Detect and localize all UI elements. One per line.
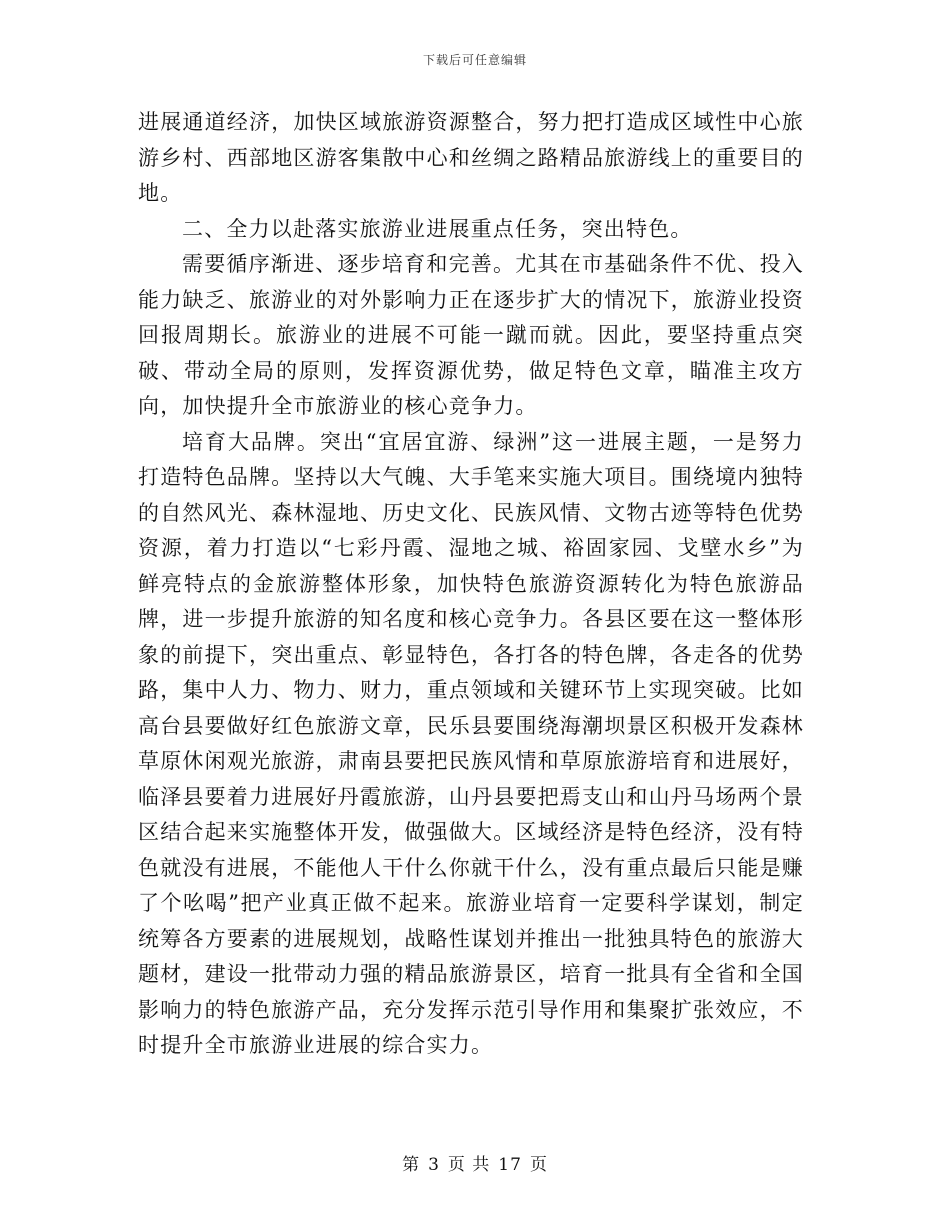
footer-middle: 页 共 (447, 1155, 491, 1175)
paragraph-2-section-heading: 二、全力以赴落实旅游业进展重点任务，突出特色。 (182, 216, 693, 241)
page-footer (0, 1154, 950, 1176)
footer-prefix: 第 (402, 1155, 421, 1175)
page-header (0, 52, 950, 68)
footer-page-number: 3 (428, 1155, 440, 1175)
paragraph-3: 需要循序渐进、逐步培育和完善。尤其在市基础条件不优、投入能力缺乏、旅游业的对外影响力正在逐步扩大的情况下，旅游业投资回报周期长。旅游业的进展不可能一蹴而就。因此，要坚持重点突破、带动全局的原则，发挥资源优势，做足特色文章，瞄准主攻方向，加快提升全市旅游业的核心竞争力。 (138, 252, 804, 418)
paragraph-4: 培育大品牌。突出“宜居宜游、绿洲”这一进展主题，一是努力打造特色品牌。坚持以大气魄、大手笔来实施大项目。围绕境内独特的自然风光、森林湿地、历史文化、民族风情、文物古迹等特色优势资源，着力打造以“七彩丹霞、湿地之城、裕固家园、戈壁水乡”为鲜亮特点的金旅游整体形象，加快特色旅游资源转化为特色旅游品牌，进一步提升旅游的知名度和核心竞争力。各县区要在这一整体形象的前提下，突出重点、彰显特色，各打各的特色牌，各走各的优势路，集中人力、物力、财力，重点领域和关键环节上实现突破。比如高台县要做好红色旅游文章，民乐县要围绕海潮坝景区积极开发森林草原休闲观光旅游，肃南县要把民族风情和草原旅游培育和进展好，临泽县要着力进展好丹霞旅游，山丹县要把焉支山和山丹马场两个景区结合起来实施整体开发，做强做大。区域经济是特色经济，没有特色就没有进展，不能他人干什么你就干什么，没有重点最后只能是赚了个吆喝”把产业真正做不起来。旅游业培育一定要科学谋划，制定统筹各方要素的进展规划，战略性谋划并推出一批独具特色的旅游大题材，建设一批带动力强的精品旅游景区，培育一批具有全省和全国影响力的特色旅游产品，充分发挥示范引导作用和集聚扩张效应，不时提升全市旅游业进展的综合实力。 (138, 429, 804, 1057)
footer-total-pages: 17 (498, 1155, 522, 1175)
header-text: 下载后可任意编辑 (422, 53, 527, 67)
footer-suffix: 页 (529, 1155, 548, 1175)
document-body (138, 105, 804, 1064)
paragraph-1: 进展通道经济，加快区域旅游资源整合，努力把打造成区域性中心旅游乡村、西部地区游客集散中心和丝绸之路精品旅游线上的重要目的地。 (138, 110, 804, 205)
